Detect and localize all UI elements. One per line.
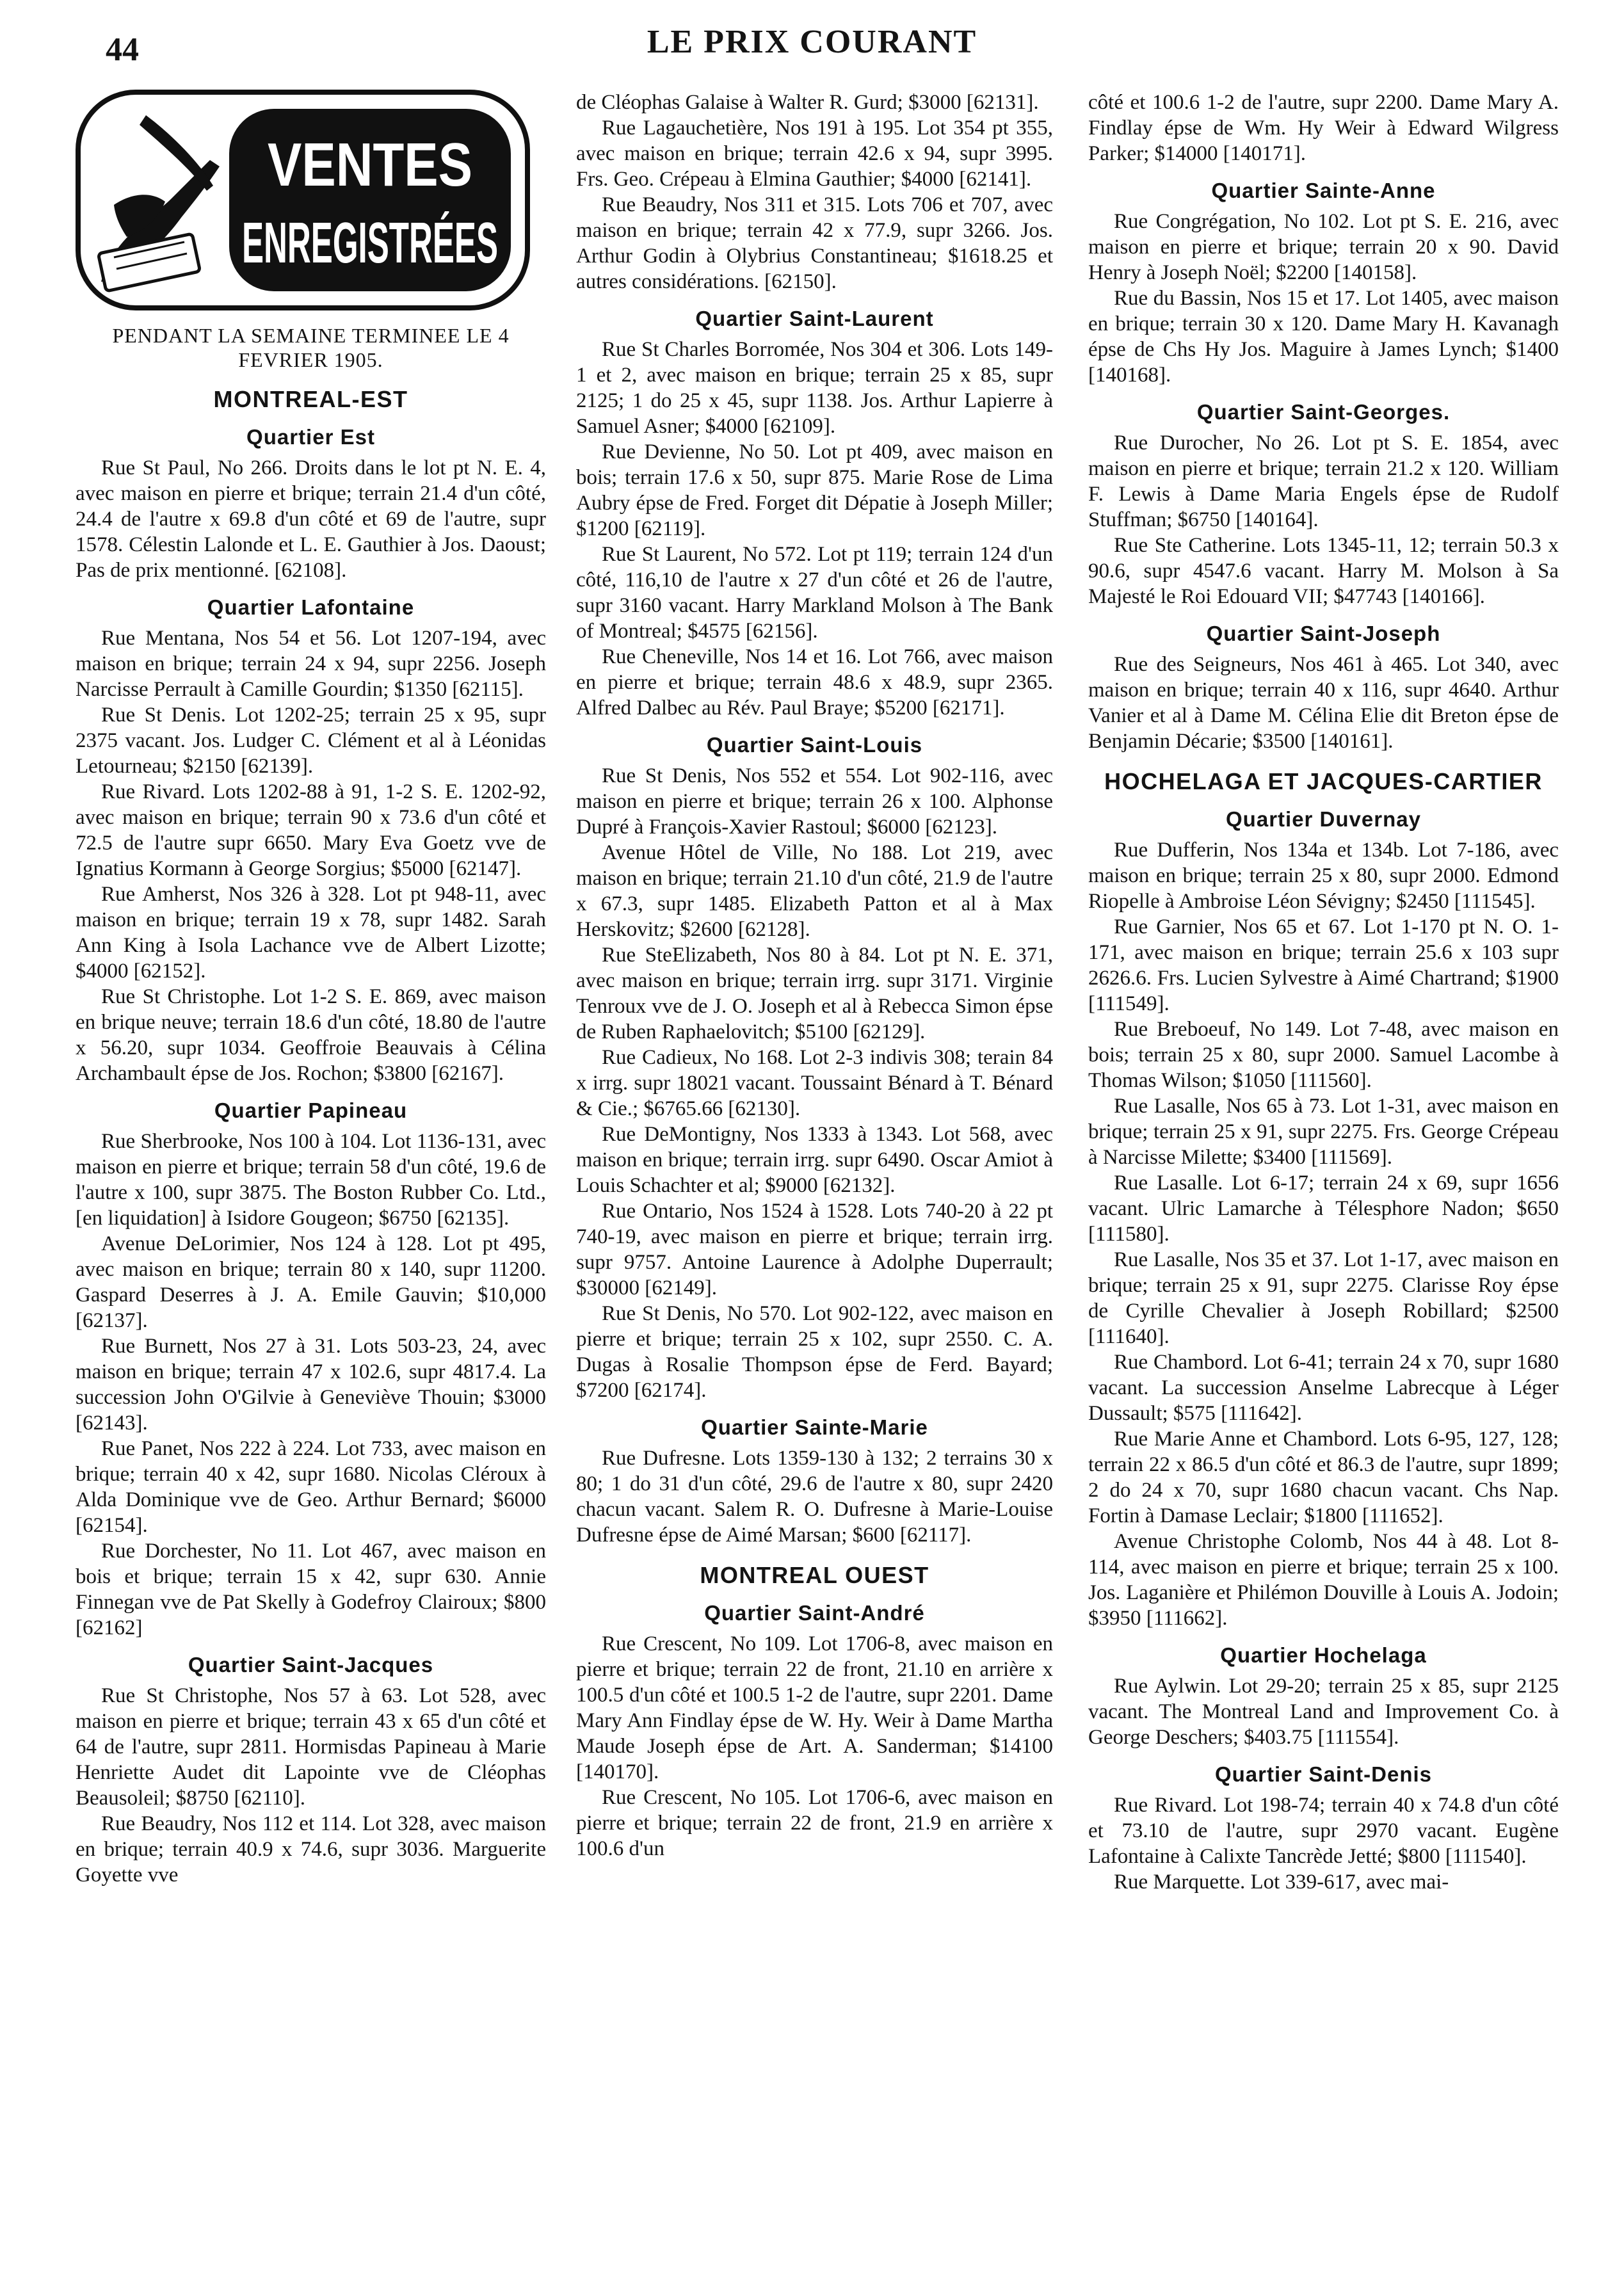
sale-entry: Rue Lasalle. Lot 6-17; terrain 24 x 69, supr 1656 vacant. Ulric Lamarche à Télesphore Nadon; $650 [111580].	[1088, 1171, 1559, 1246]
sale-entry: Rue Breboeuf, No 149. Lot 7-48, avec maison en bois; terrain 25 x 80, supr 2000. Samuel Lacombe à Thomas Wilson; $1050 [111560].	[1088, 1018, 1559, 1092]
sale-entry: Rue des Seigneurs, Nos 461 à 465. Lot 340, avec maison en brique; terrain 40 x 116, supr 4640. Arthur Vanier et al à Dame M. Célina Elie dit Breton épse de Benjamin Décarie; $3500 [140161].	[1088, 653, 1559, 753]
sale-entry: Avenue Christophe Colomb, Nos 44 à 48. Lot 8-114, avec maison en pierre et brique; terrain 25 x 100. Jos. Laganière et Philémon Douville à Louis A. Jodoin; $3950 [111662].	[1088, 1530, 1559, 1630]
sale-entry: Rue Congrégation, No 102. Lot pt S. E. 216, avec maison en pierre et brique; terrain 20 x 90. David Henry à Joseph Noël; $2200 [140158].	[1088, 210, 1559, 284]
quartier-heading: Quartier Sainte-Marie	[701, 1415, 928, 1439]
sale-entry: Rue du Bassin, Nos 15 et 17. Lot 1405, avec maison en brique; terrain 30 x 120. Dame Mary H. Kavanagh épse de Chs Hy Jos. Maguire à James Lynch; $1400 [140168].	[1088, 287, 1559, 387]
sale-entry: Rue St Christophe. Lot 1-2 S. E. 869, avec maison en brique neuve; terrain 18.6 d'un côté, 18.80 de l'autre x 56.20, supr 1034. Geoffroie Beauvais à Célina Archambault épse de Jos. Rochon; $3800 [62167].	[76, 985, 546, 1085]
sale-entry: Rue Lasalle, Nos 65 à 73. Lot 1-31, avec maison en brique; terrain 25 x 91, supr 2275. Frs. George Crépeau à Narcisse Milette; $3400 [111569].	[1088, 1095, 1559, 1169]
sale-entry: Rue St Charles Borromée, Nos 304 et 306. Lots 149-1 et 2, avec maison en brique; terrain 25 x 85, supr 2125; 1 do 25 x 45, supr 1138. Jos. Arthur Lapierre à Samuel Asner; $4000 [62109].	[576, 338, 1053, 438]
column-3	[1088, 90, 1559, 1895]
quartier-heading: Quartier Saint-Louis	[706, 733, 923, 757]
quartier-heading: Quartier Saint-André	[704, 1601, 925, 1625]
quartier-heading: Quartier Papineau	[214, 1098, 408, 1122]
sale-entry: Rue Rivard. Lots 1202-88 à 91, 1-2 S. E. 1202-92, avec maison en brique; terrain 90 x 73.6 d'un côté et 72.5 de l'autre supr 6650. Mary Eva Goetz vve de Ignatius Kormann à George Sorgius; $5000 [62147].	[76, 780, 546, 880]
sale-entry-continued: de Cléophas Galaise à Walter R. Gurd; $3000 [62131].	[576, 91, 1039, 114]
sale-entry: Rue Chambord. Lot 6-41; terrain 24 x 70, supr 1680 vacant. La succession Anselme Labrecque à Léger Dussault; $575 [111642].	[1088, 1351, 1559, 1425]
sale-entry: Rue Beaudry, Nos 311 et 315. Lots 706 et 707, avec maison en brique; terrain 42 x 77.9, supr 3266. Jos. Arthur Godin à Olybrius Constantineau; $1618.25 et autres considérations. [62150].	[576, 193, 1053, 293]
sale-entry: Rue St Denis, No 570. Lot 902-122, avec maison en pierre et brique; terrain 25 x 102, supr 2550. C. A. Dugas à Rosalie Thompson épse de Ferd. Bayard; $7200 [62174].	[576, 1302, 1053, 1402]
quartier-heading: Quartier Est	[246, 425, 375, 449]
sale-entry: Rue Aylwin. Lot 29-20; terrain 25 x 85, supr 2125 vacant. The Montreal Land and Improvement Co. à George Deschers; $403.75 [111554].	[1088, 1675, 1559, 1749]
sale-entry: Rue Garnier, Nos 65 et 67. Lot 1-170 pt N. O. 1-171, avec maison en brique; terrain 25.6 x 103 supr 2626.6. Frs. Lucien Sylvestre à Aimé Chartrand; $1900 [111549].	[1088, 915, 1559, 1015]
sale-entry: Rue St Christophe, Nos 57 à 63. Lot 528, avec maison en pierre et brique; terrain 43 x 65 d'un côté et 64 de l'autre, supr 2811. Hormisdas Papineau à Marie Henriette Audet dit Lapointe vve de Cléophas Beausoleil; $8750 [62110].	[76, 1684, 546, 1810]
sale-entry: Rue SteElizabeth, Nos 80 à 84. Lot pt N. E. 371, avec maison en brique; terrain irrg. supr 3171. Virginie Tenroux vve de J. O. Joseph et al à Rebecca Simon épse de Ruben Raphaelovitch; $5100 [62129].	[576, 944, 1053, 1043]
sale-entry: Rue Devienne, No 50. Lot pt 409, avec maison en bois; terrain 17.6 x 50, supr 875. Marie Rose de Lima Aubry épse de Fred. Forget dit Dépatie à Joseph Miller; $1200 [62119].	[576, 440, 1053, 540]
sale-entry: Avenue DeLorimier, Nos 124 à 128. Lot pt 495, avec maison en brique; terrain 80 x 140, supr 11200. Gaspard Deserres à J. A. Emile Gauvin; $10,000 [62137].	[76, 1232, 546, 1332]
sale-entry: Rue Marquette. Lot 339-617, avec mai-	[1114, 1871, 1449, 1894]
logo-line-2: ENREGISTRÉES	[242, 211, 694, 275]
page-number: 44	[106, 31, 139, 68]
sale-entry: Rue Sherbrooke, Nos 100 à 104. Lot 1136-131, avec maison en pierre et brique; terrain 58 d'un côté, 19.6 de l'autre x 100, supr 3875. The Boston Rubber Co. Ltd., [en liquidation] à Isidore Gougeon; $6750 [62135].	[76, 1130, 546, 1230]
sale-entry: Rue Crescent, No 105. Lot 1706-6, avec maison en pierre et brique; terrain 22 de front, 21.9 en arrière x 100.6 d'un	[576, 1786, 1053, 1860]
sale-entry: Rue Dufferin, Nos 134a et 134b. Lot 7-186, avec maison en brique; terrain 25 x 80, supr 2000. Edmond Riopelle à Ambroise Léon Sévigny; $2450 [111545].	[1088, 839, 1559, 913]
sale-entry: Rue Cadieux, No 168. Lot 2-3 indivis 308; terain 84 x irrg. supr 18021 vacant. Toussaint Bénard à T. Bénard & Cie.; $6765.66 [62130].	[576, 1046, 1053, 1120]
sale-entry: Rue Durocher, No 26. Lot pt S. E. 1854, avec maison en pierre et brique; terrain 21.2 x 120. William F. Lewis à Dame Maria Engels épse de Rudolf Stuffman; $6750 [140164].	[1088, 431, 1559, 531]
quartier-heading: Quartier Saint-Jacques	[188, 1653, 434, 1677]
sale-entry: Rue Mentana, Nos 54 et 56. Lot 1207-194, avec maison en brique; terrain 24 x 94, supr 2256. Joseph Narcisse Perrault à Camille Gourdin; $1350 [62115].	[76, 627, 546, 701]
column-2	[576, 90, 1053, 1862]
district-heading: MONTREAL OUEST	[700, 1562, 929, 1588]
quartier-heading: Quartier Saint-Joseph	[1206, 622, 1441, 645]
sale-entry: Rue Ste Catherine. Lots 1345-11, 12; terrain 50.3 x 90.6, supr 4547.6 vacant. Harry M. Molson à Sa Majesté le Roi Edouard VII; $47743 [140166].	[1088, 534, 1559, 608]
quartier-heading: Quartier Sainte-Anne	[1211, 179, 1436, 202]
district-heading: HOCHELAGA ET JACQUES-CARTIER	[1104, 768, 1543, 794]
sale-entry: Rue Amherst, Nos 326 à 328. Lot pt 948-11, avec maison en brique; terrain 19 x 78, supr 1482. Sarah Ann King à Isola Lachance vve de Albert Lizotte; $4000 [62152].	[76, 883, 546, 983]
column-1	[76, 90, 694, 1888]
sale-entry: Rue Panet, Nos 222 à 224. Lot 733, avec maison en brique; terrain 40 x 42, supr 1680. Nicolas Cléroux à Alda Dominique vve de Geo. Arthur Bernard; $6000 [62154].	[76, 1437, 546, 1537]
running-title: LE PRIX COURANT	[647, 24, 977, 60]
quartier-heading: Quartier Lafontaine	[207, 595, 415, 619]
sale-entry: Rue Burnett, Nos 27 à 31. Lots 503-23, 24, avec maison en brique; terrain 47 x 102.6, supr 4817.4. La succession John O'Gilvie à Geneviève Thouin; $3000 [62143].	[76, 1335, 546, 1435]
sale-entry-continued: côté et 100.6 1-2 de l'autre, supr 2200. Dame Mary A. Findlay épse de Wm. Hy Weir à Edward Wilgress Parker; $14000 [140171].	[1088, 91, 1559, 165]
period-heading: PENDANT LA SEMAINE TERMINEE LE 4 FEVRIER 1905.	[112, 324, 510, 371]
sale-entry: Rue Rivard. Lot 198-74; terrain 40 x 74.8 d'un côté et 73.10 de l'autre, supr 2970 vacant. Eugène Lafontaine à Calixte Tancrède Jetté; $800 [111540].	[1088, 1794, 1559, 1868]
sale-entry: Avenue Hôtel de Ville, No 188. Lot 219, avec maison en brique; terrain 21.10 d'un côté, 21.9 de l'autre x 67.3, supr 1485. Elizabeth Patton et al à Max Herskovitz; $2600 [62128].	[576, 841, 1053, 941]
sale-entry: Rue St Laurent, No 572. Lot pt 119; terrain 124 d'un côté, 116,10 de l'autre x 27 d'un côté et 26 de l'autre, supr 3160 vacant. Harry Markland Molson à The Bank of Montreal; $4575 [62156].	[576, 543, 1053, 643]
quartier-heading: Quartier Saint-Laurent	[695, 307, 934, 330]
district-heading: MONTREAL-EST	[213, 386, 408, 412]
logo-line-1: VENTES	[268, 131, 472, 199]
sale-entry: Rue Dufresne. Lots 1359-130 à 132; 2 terrains 30 x 80; 1 do 31 d'un côté, 29.6 de l'autre x 80, supr 2420 chacun vacant. Salem R. O. Dufresne à Marie-Louise Dufresne épse de Aimé Marsan; $600 [62117].	[576, 1447, 1053, 1547]
sale-entry: Rue Crescent, No 109. Lot 1706-8, avec maison en pierre et brique; terrain 22 de front, 21.10 en arrière x 100.5 d'un côté et 100.5 1-2 de l'autre, supr 2201. Dame Mary Ann Findlay épse de W. Hy. Weir à Dame Martha Maude Joseph épse de Art. A. Sanderman; $14100 [140170].	[576, 1632, 1053, 1783]
quartier-heading: Quartier Hochelaga	[1220, 1643, 1427, 1667]
quartier-heading: Quartier Saint-Georges.	[1196, 400, 1451, 424]
sale-entry: Rue Lagauchetière, Nos 191 à 195. Lot 354 pt 355, avec maison en brique; terrain 42.6 x 94, supr 3995. Frs. Geo. Crépeau à Elmina Gauthier; $4000 [62141].	[576, 117, 1053, 191]
sale-entry: Rue DeMontigny, Nos 1333 à 1343. Lot 568, avec maison en brique; terrain irrg. supr 6490. Oscar Amiot à Louis Schachter et al; $9000 [62132].	[576, 1123, 1053, 1197]
sale-entry: Rue Marie Anne et Chambord. Lots 6-95, 127, 128; terrain 22 x 86.5 d'un côté et 86.3 de l'autre, supr 1899; 2 do 24 x 70, supr 1680 chacun vacant. Chs Nap. Fortin à Damase Leclair; $1800 [111652].	[1088, 1428, 1559, 1527]
sale-entry: Rue St Denis, Nos 552 et 554. Lot 902-116, avec maison en pierre et brique; terrain 26 x 100. Alphonse Dupré à François-Xavier Rastoul; $6000 [62123].	[576, 764, 1053, 839]
sale-entry: Rue Ontario, Nos 1524 à 1528. Lots 740-20 à 22 pt 740-19, avec maison en pierre et brique; terrain irrg. supr 9757. Antoine Laurence à Adolphe Duperrault; $30000 [62149].	[576, 1200, 1053, 1299]
quartier-heading: Quartier Duvernay	[1226, 807, 1421, 831]
quartier-heading: Quartier Saint-Denis	[1214, 1762, 1433, 1786]
sale-entry: Rue St Denis. Lot 1202-25; terrain 25 x 95, supr 2375 vacant. Jos. Ludger C. Clément et al à Léonidas Letourneau; $2150 [62139].	[76, 704, 546, 778]
sale-entry: Rue Lasalle, Nos 35 et 37. Lot 1-17, avec maison en brique; terrain 25 x 91, supr 2275. Clarisse Roy épse de Cyrille Chevalier à Joseph Robillard; $2500 [111640].	[1088, 1248, 1559, 1348]
sale-entry: Rue Beaudry, Nos 112 et 114. Lot 328, avec maison en brique; terrain 40.9 x 74.6, supr 3036. Marguerite Goyette vve	[76, 1812, 546, 1887]
ventes-enregistrees-logo	[76, 90, 694, 310]
sale-entry: Rue Dorchester, No 11. Lot 467, avec maison en bois et brique; terrain 15 x 42, supr 630. Annie Finnegan vve de Pat Skelly à Godefroy Clairoux; $800 [62162]	[76, 1540, 546, 1639]
sale-entry: Rue Cheneville, Nos 14 et 16. Lot 766, avec maison en pierre et brique; terrain 48.6 x 48.9, supr 2365. Alfred Dalbec au Rév. Paul Braye; $5200 [62171].	[576, 645, 1053, 720]
sale-entry: Rue St Paul, No 266. Droits dans le lot pt N. E. 4, avec maison en pierre et brique; terrain 21.4 d'un côté, 24.4 de l'autre x 69.8 d'un côté et 69 de l'autre, supr 1578. Célestin Lalonde et L. E. Gauthier à Jos. Daoust; Pas de prix mentionné. [62108].	[76, 456, 546, 582]
